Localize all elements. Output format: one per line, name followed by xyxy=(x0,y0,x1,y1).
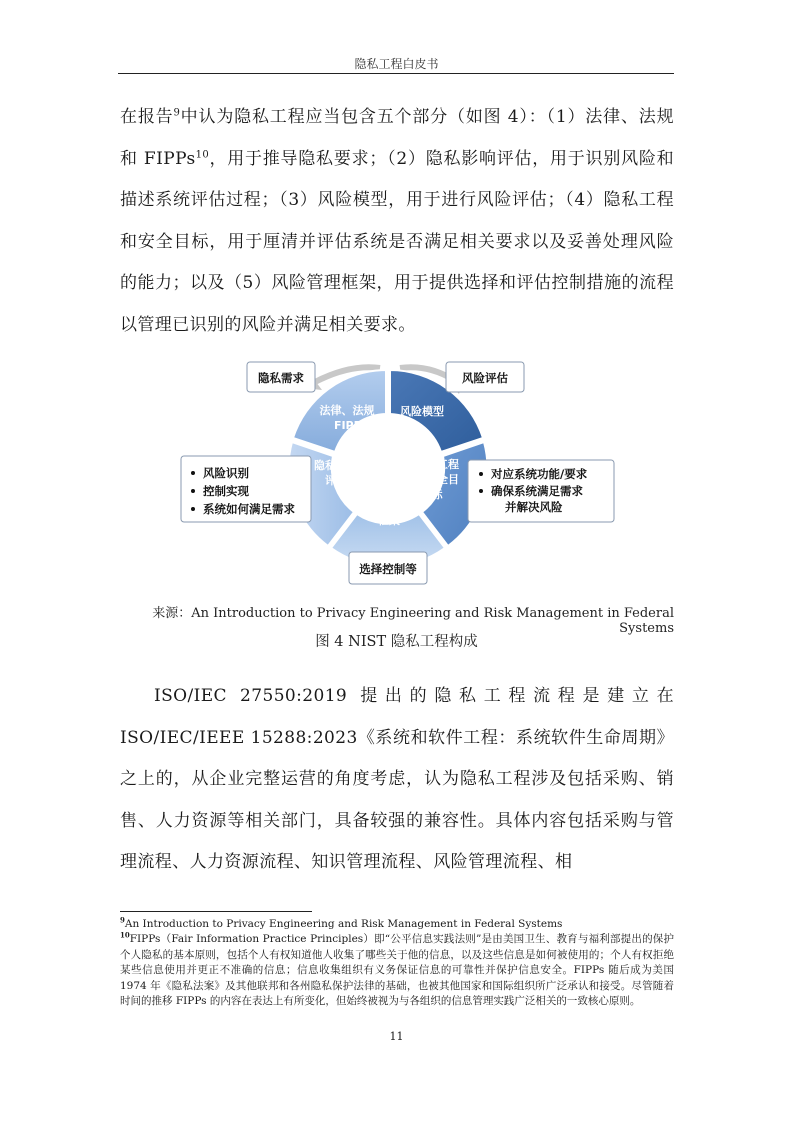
bullet xyxy=(479,472,483,476)
box-privacy-requirements-label: 隐私需求 xyxy=(258,371,304,385)
label-law: 法律、法规 xyxy=(319,404,375,417)
left-item-2: 控制实现 xyxy=(203,484,249,498)
nist-privacy-engineering-diagram xyxy=(175,352,620,592)
bullet xyxy=(191,471,195,475)
right-item-2a: 确保系统满足需求 xyxy=(491,484,583,498)
footnote-10-text: FIPPs（Fair Information Practice Principles）即“公平信息实践法则”是由美国卫生、教育与福利部提出的保护个人隐私的基本原则，包括个人有权知道他人收集了哪些关于他的信息，以及这些信息是如何被使用的；个人有权拒绝某些信息使用并更正不准确的信息；信息收集组织有义务保证信息的可靠性并保护信息安全。FIPPs 随后成为美国 1974 年《隐私法案》及其他联邦和各州隐私保护法律的基础，也被其他国家和国际组织所广泛承认和接受。尽管随着时间的推移 FIPPs 的内容在表达上有所变化，但始终被视为与各组织的信息管理实践广泛相关的一致核心原则。 xyxy=(120,933,674,1008)
para1-text-a: 在报告 xyxy=(120,107,174,127)
label-risk-model: 风险模型 xyxy=(400,405,444,418)
footnote-9-text: An Introduction to Privacy Engineering and Risk Management in Federal Systems xyxy=(124,918,563,930)
running-header: 隐私工程白皮书 xyxy=(354,57,439,71)
body-paragraph-1 xyxy=(120,97,674,346)
bullet xyxy=(479,489,483,493)
footnote-mark-10: 10 xyxy=(120,930,130,940)
para1-text-b: 中认为隐私工程应当包含五个部分（如图 4）：（1）法律、法规和 FIPPs xyxy=(120,107,674,169)
right-item-1: 对应系统功能/要求 xyxy=(491,467,588,481)
bullet xyxy=(191,507,195,511)
body-paragraph-2: ISO/IEC 27550:2019 提出的隐私工程流程是建立在 ISO/IEC/IEEE 15288:2023《系统和软件工程：系统软件生命周期》之上的，从企业完整运营的角度考虑，认为隐私工程涉及包括采购、销售、人力资源等相关部门，具备较强的兼容性。具体内容包括采购与管理流程、人力资源流程、知识管理流程、风险管理流程、相 xyxy=(120,686,674,872)
page-number: 11 xyxy=(389,1030,404,1043)
footnote-10 xyxy=(120,932,674,1009)
label-pia-2: 评估 xyxy=(325,474,347,487)
box-select-controls-label: 选择控制等 xyxy=(359,562,417,576)
figure-source: 来源：An Introduction to Privacy Engineering and Risk Management in Federal Systems xyxy=(152,606,674,636)
label-eng-3: 标 xyxy=(431,488,443,501)
diagram-canvas xyxy=(175,352,620,592)
label-eng-1: 隐私工程 xyxy=(415,458,459,471)
figure-caption: 图 4 NIST 隐私工程构成 xyxy=(315,634,478,650)
label-eng-2: 和安全目 xyxy=(415,473,459,486)
label-rmf-1: 风险管理 xyxy=(367,499,411,512)
footnote-ref-10[interactable]: 10 xyxy=(195,148,210,160)
para1-text-c: ，用于推导隐私要求；（2）隐私影响评估，用于识别风险和描述系统评估过程；（3）风险模型，用于进行风险评估；（4）隐私工程和安全目标，用于厘清并评估系统是否满足相关要求以及妥善处理风险的能力；以及（5）风险管理框架，用于提供选择和评估控制措施的流程以管理已识别的风险并满足相关要求。 xyxy=(120,148,675,335)
footnote-mark-9: 9 xyxy=(120,915,125,925)
label-pia-1: 隐私影响 xyxy=(314,459,358,472)
left-item-3: 系统如何满足需求 xyxy=(203,502,295,516)
footnotes xyxy=(120,917,674,1009)
header-rule xyxy=(118,73,674,74)
box-risk-assessment-label: 风险评估 xyxy=(462,371,508,385)
label-rmf-2: 框架 xyxy=(378,514,400,527)
left-item-1: 风险识别 xyxy=(203,466,249,480)
label-fipps: FIPPs xyxy=(333,419,369,432)
footnote-9 xyxy=(120,917,674,932)
right-item-2b: 并解决风险 xyxy=(505,500,563,514)
footnote-rule xyxy=(120,911,312,912)
bullet xyxy=(191,489,195,493)
footnote-ref-9[interactable]: 9 xyxy=(173,107,181,119)
